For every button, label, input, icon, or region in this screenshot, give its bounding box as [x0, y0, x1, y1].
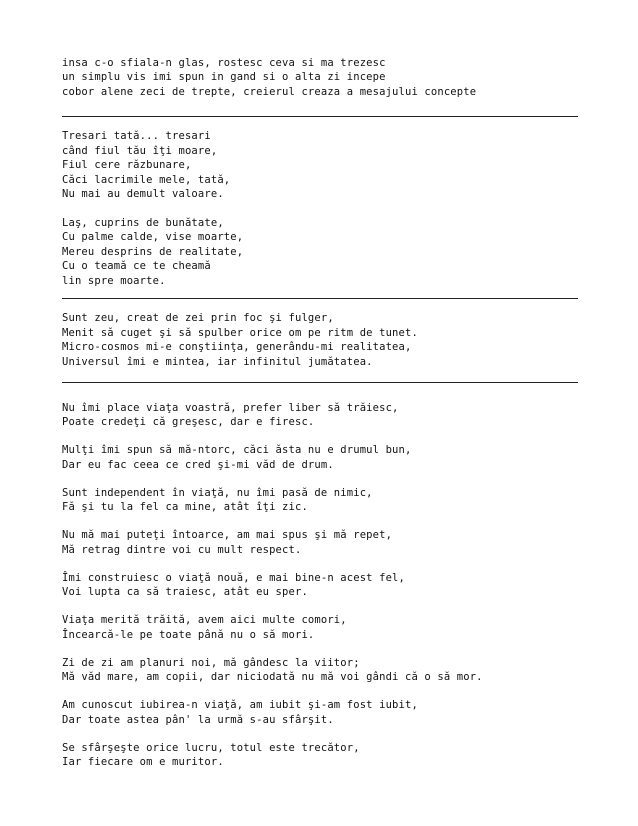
poem-line: Mereu desprins de realitate,: [62, 246, 244, 258]
poem-line: când fiul tău îţi moare,: [62, 145, 218, 157]
poem-line: Încearcă-le pe toate până nu o să mori.: [62, 629, 315, 641]
poem-line: Mă văd mare, am copii, dar niciodată nu mă voi gândi că o să mor.: [62, 671, 483, 683]
section-divider: [62, 382, 578, 383]
poem-line: Voi lupta ca să traiesc, atât eu sper.: [62, 586, 308, 598]
poem-line: Fiul cere răzbunare,: [62, 159, 192, 171]
section-divider: [62, 298, 578, 299]
poem-line: Poate credeţi că greşesc, dar e firesc.: [62, 416, 315, 428]
poem-line: Căci lacrimile mele, tată,: [62, 174, 231, 186]
poem-line: lin spre moarte.: [62, 275, 166, 287]
poem-line: Iar fiecare om e muritor.: [62, 756, 224, 768]
poem-line: insa c-o sfiala-n glas, rostesc ceva si ma trezesc: [62, 57, 386, 69]
poem-line: Laş, cuprins de bunătate,: [62, 217, 224, 229]
poem-line: Am cunoscut iubirea-n viaţă, am iubit şi-am fost iubit,: [62, 699, 418, 711]
poem-line: Se sfârşeşte orice lucru, totul este trecător,: [62, 742, 360, 754]
poem-line: Cu o teamă ce te cheamă: [62, 260, 211, 272]
poem-line: Viaţa merită trăită, avem aici multe comori,: [62, 614, 347, 626]
poem-line: Sunt zeu, creat de zei prin foc şi fulger,: [62, 312, 334, 324]
poem-line: Dar toate astea pân' la urmă s-au sfârşit.: [62, 714, 334, 726]
poem-line: Mă retrag dintre voi cu mult respect.: [62, 544, 302, 556]
poem-line: Nu îmi place viaţa voastră, prefer liber să trăiesc,: [62, 402, 399, 414]
poem-line: cobor alene zeci de trepte, creierul creaza a mesajului concepte: [62, 86, 477, 98]
poem-line: Universul îmi e mintea, iar infinitul jumătatea.: [62, 356, 373, 368]
poem-line: un simplu vis imi spun in gand si o alta zi incepe: [62, 71, 386, 83]
poem-line: Sunt independent în viaţă, nu îmi pasă de nimic,: [62, 487, 373, 499]
poem-line: Fă şi tu la fel ca mine, atât îţi zic.: [62, 501, 308, 513]
poem-line: Tresari tată... tresari: [62, 130, 211, 142]
poem-line: Micro-cosmos mi-e conştiinţa, generându-mi realitatea,: [62, 341, 412, 353]
poem-line: Cu palme calde, vise moarte,: [62, 231, 244, 243]
poem-line: Mulţi îmi spun să mă-ntorc, căci ăsta nu e drumul bun,: [62, 444, 412, 456]
poem-line: Îmi construiesc o viaţă nouă, e mai bine-n acest fel,: [62, 572, 405, 584]
poem-line: Nu mai au demult valoare.: [62, 188, 224, 200]
poem-line: Menit să cuget şi să spulber orice om pe ritm de tunet.: [62, 327, 418, 339]
poem-line: Zi de zi am planuri noi, mă gândesc la viitor;: [62, 657, 360, 669]
poem-line: Nu mă mai puteţi întoarce, am mai spus şi mă repet,: [62, 529, 393, 541]
section-divider: [62, 116, 578, 117]
poem-line: Dar eu fac ceea ce cred şi-mi văd de drum.: [62, 459, 334, 471]
